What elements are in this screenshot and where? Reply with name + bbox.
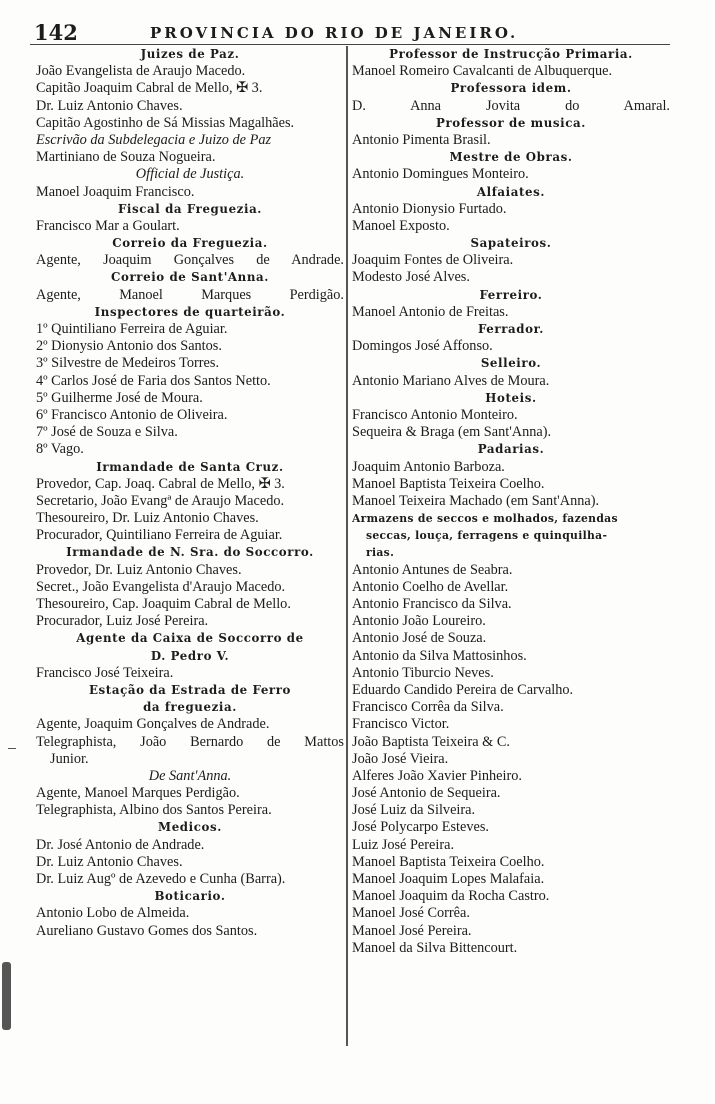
entry-line: Francisco Antonio Monteiro. bbox=[352, 406, 518, 423]
entry-line: Capitão Joaquim Cabral de Mello, ✠ 3. bbox=[36, 80, 263, 97]
entry-line: Manoel Baptista Teixeira Coelho. bbox=[352, 475, 545, 492]
entry-line: Martiniano de Souza Nogueira. bbox=[36, 149, 216, 166]
entry-line: Manoel Baptista Teixeira Coelho. bbox=[352, 853, 545, 870]
entry-line: Antonio Antunes de Seabra. bbox=[352, 561, 513, 578]
entry-line: Joaquim Antonio Barboza. bbox=[352, 458, 505, 475]
entry-line: De Sant'Anna. bbox=[148, 767, 232, 784]
entry-line: Thesoureiro, Dr. Luiz Antonio Chaves. bbox=[36, 510, 259, 527]
section-heading: Selleiro. bbox=[480, 356, 542, 371]
entry-line: Provedor, Cap. Joaq. Cabral de Mello, ✠ 3. bbox=[36, 475, 285, 492]
entry-line: Telegraphista, Albino dos Santos Pereira. bbox=[36, 802, 272, 819]
entry-line: José Luiz da Silveira. bbox=[352, 802, 476, 819]
entry-line: Procurador, Luiz José Pereira. bbox=[36, 613, 209, 630]
entry-line: D. Anna Jovita do Amaral. bbox=[352, 97, 670, 114]
section-heading: Correio de Sant'Anna. bbox=[111, 270, 269, 285]
entry-line: Eduardo Candido Pereira de Carvalho. bbox=[352, 681, 574, 698]
section-heading: Medicos. bbox=[158, 820, 222, 835]
header-rule bbox=[30, 44, 670, 45]
entry-line: João Baptista Teixeira & C. bbox=[352, 733, 510, 750]
entry-line: Secretario, João Evangª de Araujo Macedo. bbox=[36, 492, 285, 509]
section-heading: seccas, louça, ferragens e quinquilha- bbox=[366, 529, 608, 543]
entry-line: 2º Dionysio Antonio dos Santos. bbox=[36, 338, 222, 355]
entry-line: João Evangelista de Araujo Macedo. bbox=[36, 63, 246, 80]
entry-line: Antonio José de Souza. bbox=[352, 630, 487, 647]
entry-line: Antonio Francisco da Silva. bbox=[352, 596, 512, 612]
entry-line: Manoel Joaquim da Rocha Castro. bbox=[352, 888, 550, 905]
section-heading: Mestre de Obras. bbox=[449, 150, 573, 165]
section-heading: Fiscal da Freguezia. bbox=[117, 201, 263, 216]
running-head: PROVINCIA DO RIO DE JANEIRO. bbox=[150, 24, 519, 42]
entry-line: 7º José de Souza e Silva. bbox=[36, 424, 178, 441]
entry-line: Secret., João Evangelista d'Araujo Macedo. bbox=[36, 578, 286, 595]
entry-line: Manoel Teixeira Machado (em Sant'Anna). bbox=[352, 492, 600, 509]
entry-line: Agente, Manoel Marques Perdigão. bbox=[36, 286, 344, 303]
margin-tick bbox=[8, 748, 16, 749]
section-heading: Inspectores de quarteirão. bbox=[94, 304, 286, 319]
page-header bbox=[0, 20, 715, 44]
entry-line: João José Vieira. bbox=[352, 750, 449, 767]
entry-line: Antonio da Silva Mattosinhos. bbox=[352, 647, 527, 664]
entry-line: Antonio Domingues Monteiro. bbox=[352, 166, 529, 183]
section-heading: Estação da Estrada de Ferro bbox=[88, 682, 292, 697]
entry-line: Francisco Victor. bbox=[352, 716, 450, 733]
section-heading: Professor de musica. bbox=[436, 115, 586, 130]
entry-line: 1º Quintiliano Ferreira de Aguiar. bbox=[36, 321, 228, 337]
section-heading: Hoteis. bbox=[485, 390, 537, 405]
entry-line: 8º Vago. bbox=[36, 441, 84, 458]
entry-line: Capitão Agostinho de Sá Missias Magalhães. bbox=[36, 114, 295, 131]
entry-line: Manoel José Pereira. bbox=[352, 922, 472, 939]
entry-line: Junior. bbox=[50, 750, 89, 767]
section-heading: Agente da Caixa de Soccorro de bbox=[76, 631, 304, 646]
binding-mark bbox=[2, 962, 11, 1030]
entry-line: Procurador, Quintiliano Ferreira de Aguiar. bbox=[36, 527, 283, 544]
entry-line: José Antonio de Sequeira. bbox=[352, 785, 501, 802]
entry-line: Dr. Luiz Antonio Chaves. bbox=[36, 853, 183, 870]
entry-line: Agente, Joaquim Gonçalves de Andrade. bbox=[36, 252, 344, 269]
section-heading: Ferreiro. bbox=[479, 287, 543, 302]
column-divider bbox=[346, 46, 348, 1046]
entry-line: Telegraphista, João Bernardo de Mattos bbox=[36, 733, 344, 750]
entry-line: Manoel da Silva Bittencourt. bbox=[352, 939, 518, 956]
section-heading: Correio da Freguezia. bbox=[112, 236, 268, 251]
entry-line: Manoel Exposto. bbox=[352, 217, 450, 234]
entry-line: Agente, Manoel Marques Perdigão. bbox=[36, 785, 240, 802]
entry-line: Antonio João Loureiro. bbox=[352, 613, 486, 630]
entry-line: Antonio Lobo de Almeida. bbox=[36, 905, 190, 922]
right-column bbox=[352, 46, 670, 957]
entry-line: Sequeira & Braga (em Sant'Anna). bbox=[352, 424, 552, 441]
section-heading: D. Pedro V. bbox=[150, 648, 230, 663]
entry-line: 5º Guilherme José de Moura. bbox=[36, 389, 203, 406]
left-column bbox=[36, 46, 344, 940]
entry-line: Thesoureiro, Cap. Joaquim Cabral de Mello. bbox=[36, 596, 291, 612]
entry-line: Manoel Joaquim Lopes Malafaia. bbox=[352, 871, 545, 887]
entry-line: Joaquim Fontes de Oliveira. bbox=[352, 252, 514, 269]
entry-line: Provedor, Dr. Luiz Antonio Chaves. bbox=[36, 561, 242, 578]
entry-line: Francisco Mar a Goulart. bbox=[36, 217, 180, 234]
entry-line: Antonio Pimenta Brasil. bbox=[352, 131, 491, 148]
entry-line: Escrivão da Subdelegacia e Juizo de Paz bbox=[36, 131, 272, 148]
section-heading: Juizes de Paz. bbox=[140, 47, 240, 61]
entry-line: Antonio Coelho de Avellar. bbox=[352, 578, 509, 595]
entry-line: Antonio Tiburcio Neves. bbox=[352, 664, 494, 681]
section-heading: Irmandade de Santa Cruz. bbox=[96, 459, 284, 474]
section-heading: da freguezia. bbox=[143, 700, 237, 715]
section-heading: Ferrador. bbox=[477, 322, 545, 336]
entry-line: Manoel Joaquim Francisco. bbox=[36, 183, 195, 200]
entry-line: José Polycarpo Esteves. bbox=[352, 819, 489, 836]
entry-line: Dr. Luiz Antonio Chaves. bbox=[36, 97, 183, 114]
section-heading: Sapateiros. bbox=[470, 236, 552, 251]
entry-line: Alferes João Xavier Pinheiro. bbox=[352, 767, 522, 784]
section-heading: rias. bbox=[366, 546, 395, 560]
section-heading: Alfaiates. bbox=[476, 184, 546, 199]
entry-line: Aureliano Gustavo Gomes dos Santos. bbox=[36, 922, 258, 939]
entry-line: 3º Silvestre de Medeiros Torres. bbox=[36, 355, 220, 372]
entry-line: Francisco José Teixeira. bbox=[36, 664, 174, 681]
section-heading: Padarias. bbox=[477, 442, 545, 457]
entry-line: Official de Justiça. bbox=[135, 166, 245, 183]
entry-line: Antonio Mariano Alves de Moura. bbox=[352, 372, 550, 389]
section-heading: Irmandade de N. Sra. do Soccorro. bbox=[66, 545, 314, 560]
entry-line: Agente, Joaquim Gonçalves de Andrade. bbox=[36, 716, 270, 733]
section-heading: Professora idem. bbox=[450, 81, 572, 96]
entry-line: Luiz José Pereira. bbox=[352, 836, 455, 853]
entry-line: Manoel José Corrêa. bbox=[352, 905, 470, 922]
section-heading: Boticario. bbox=[154, 889, 226, 904]
section-heading: Professor de Instrucção Primaria. bbox=[389, 47, 633, 61]
page-number: 142 bbox=[34, 20, 78, 45]
entry-line: Manoel Antonio de Freitas. bbox=[352, 303, 509, 320]
section-heading: Armazens de seccos e molhados, fazendas bbox=[352, 512, 618, 526]
entry-line: Dr. José Antonio de Andrade. bbox=[36, 836, 205, 853]
entry-line: Domingos José Affonso. bbox=[352, 338, 493, 355]
entry-line: Dr. Luiz Augº de Azevedo e Cunha (Barra). bbox=[36, 871, 286, 887]
entry-line: 4º Carlos José de Faria dos Santos Netto. bbox=[36, 372, 271, 389]
entry-line: Manoel Romeiro Cavalcanti de Albuquerque. bbox=[352, 63, 613, 80]
entry-line: 6º Francisco Antonio de Oliveira. bbox=[36, 406, 228, 423]
entry-line: Francisco Corrêa da Silva. bbox=[352, 699, 504, 716]
entry-line: Antonio Dionysio Furtado. bbox=[352, 200, 507, 217]
entry-line: Modesto José Alves. bbox=[352, 269, 470, 286]
